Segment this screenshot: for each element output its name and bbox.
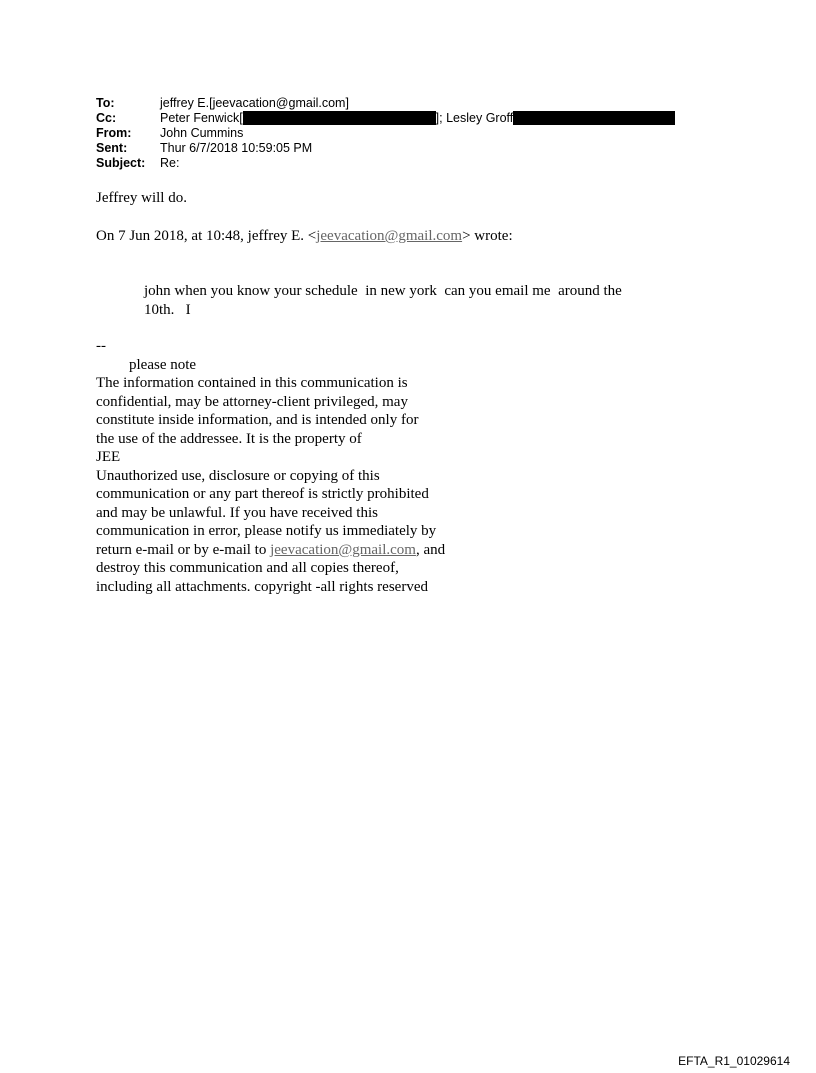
quoted-line: 10th. I: [144, 301, 191, 318]
disclaimer-line: Unauthorized use, disclosure or copying of this: [96, 467, 380, 484]
cc-value-b: ]; Lesley Groff: [435, 111, 514, 125]
quote-intro-pre: On 7 Jun 2018, at 10:48, jeffrey E. <: [96, 228, 317, 244]
disclaimer-email-link[interactable]: jeevacation@gmail.com: [270, 541, 416, 558]
email-line-post: , and: [415, 541, 446, 558]
disclaimer-line: communication or any part thereof is strictly prohibited: [96, 486, 429, 502]
please-note: please note: [129, 356, 197, 373]
subject-label: Subject:: [96, 156, 146, 170]
signature-dashes: --: [96, 338, 106, 354]
sent-value: Thur 6/7/2018 10:59:05 PM: [160, 141, 313, 155]
subject-value: Re:: [160, 156, 180, 170]
document-id: EFTA_R1_01029614: [678, 1054, 790, 1068]
redaction-bar: [513, 111, 675, 125]
disclaimer-line: confidential, may be attorney-client privileged, may: [96, 393, 408, 410]
disclaimer-line: destroy this communication and all copies thereof,: [96, 560, 399, 576]
disclaimer: [96, 337, 445, 596]
reply-text: Jeffrey will do.: [96, 190, 187, 206]
subject-row: [96, 156, 675, 171]
disclaimer-line: and may be unlawful. If you have received this: [96, 504, 378, 521]
disclaimer-line: communication in error, please notify us immediately by: [96, 523, 437, 539]
email-header: [96, 96, 675, 171]
to-value: jeffrey E.[jeevacation@gmail.com]: [160, 96, 349, 110]
disclaimer-line: the use of the addressee. It is the property of: [96, 430, 362, 447]
from-row: [96, 126, 675, 141]
to-label: To:: [96, 96, 115, 110]
quote-email-link[interactable]: jeevacation@gmail.com: [316, 228, 463, 244]
disclaimer-line: including all attachments. copyright -all rights reserved: [96, 578, 428, 595]
cc-label: Cc:: [96, 111, 117, 125]
disclaimer-line: The information contained in this communication is: [96, 375, 408, 391]
quote-intro-post: > wrote:: [462, 228, 513, 244]
redaction-bar: [243, 111, 436, 125]
disclaimer-line: constitute inside information, and is intended only for: [96, 412, 419, 428]
to-row: [96, 96, 675, 111]
quoted-message: [144, 282, 622, 319]
cc-value-a: Peter Fenwick[: [160, 111, 243, 125]
disclaimer-email-line: [96, 541, 445, 560]
quote-intro: [96, 227, 513, 246]
disclaimer-line: JEE: [96, 449, 121, 465]
email-line-pre: return e-mail or by e-mail to: [96, 541, 271, 558]
sent-row: [96, 141, 675, 156]
cc-row: [96, 111, 675, 126]
quoted-line: john when you know your schedule in new york can you email me around the: [144, 283, 622, 299]
from-value: John Cummins: [160, 126, 244, 140]
from-label: From:: [96, 126, 132, 140]
sent-label: Sent:: [96, 141, 128, 155]
